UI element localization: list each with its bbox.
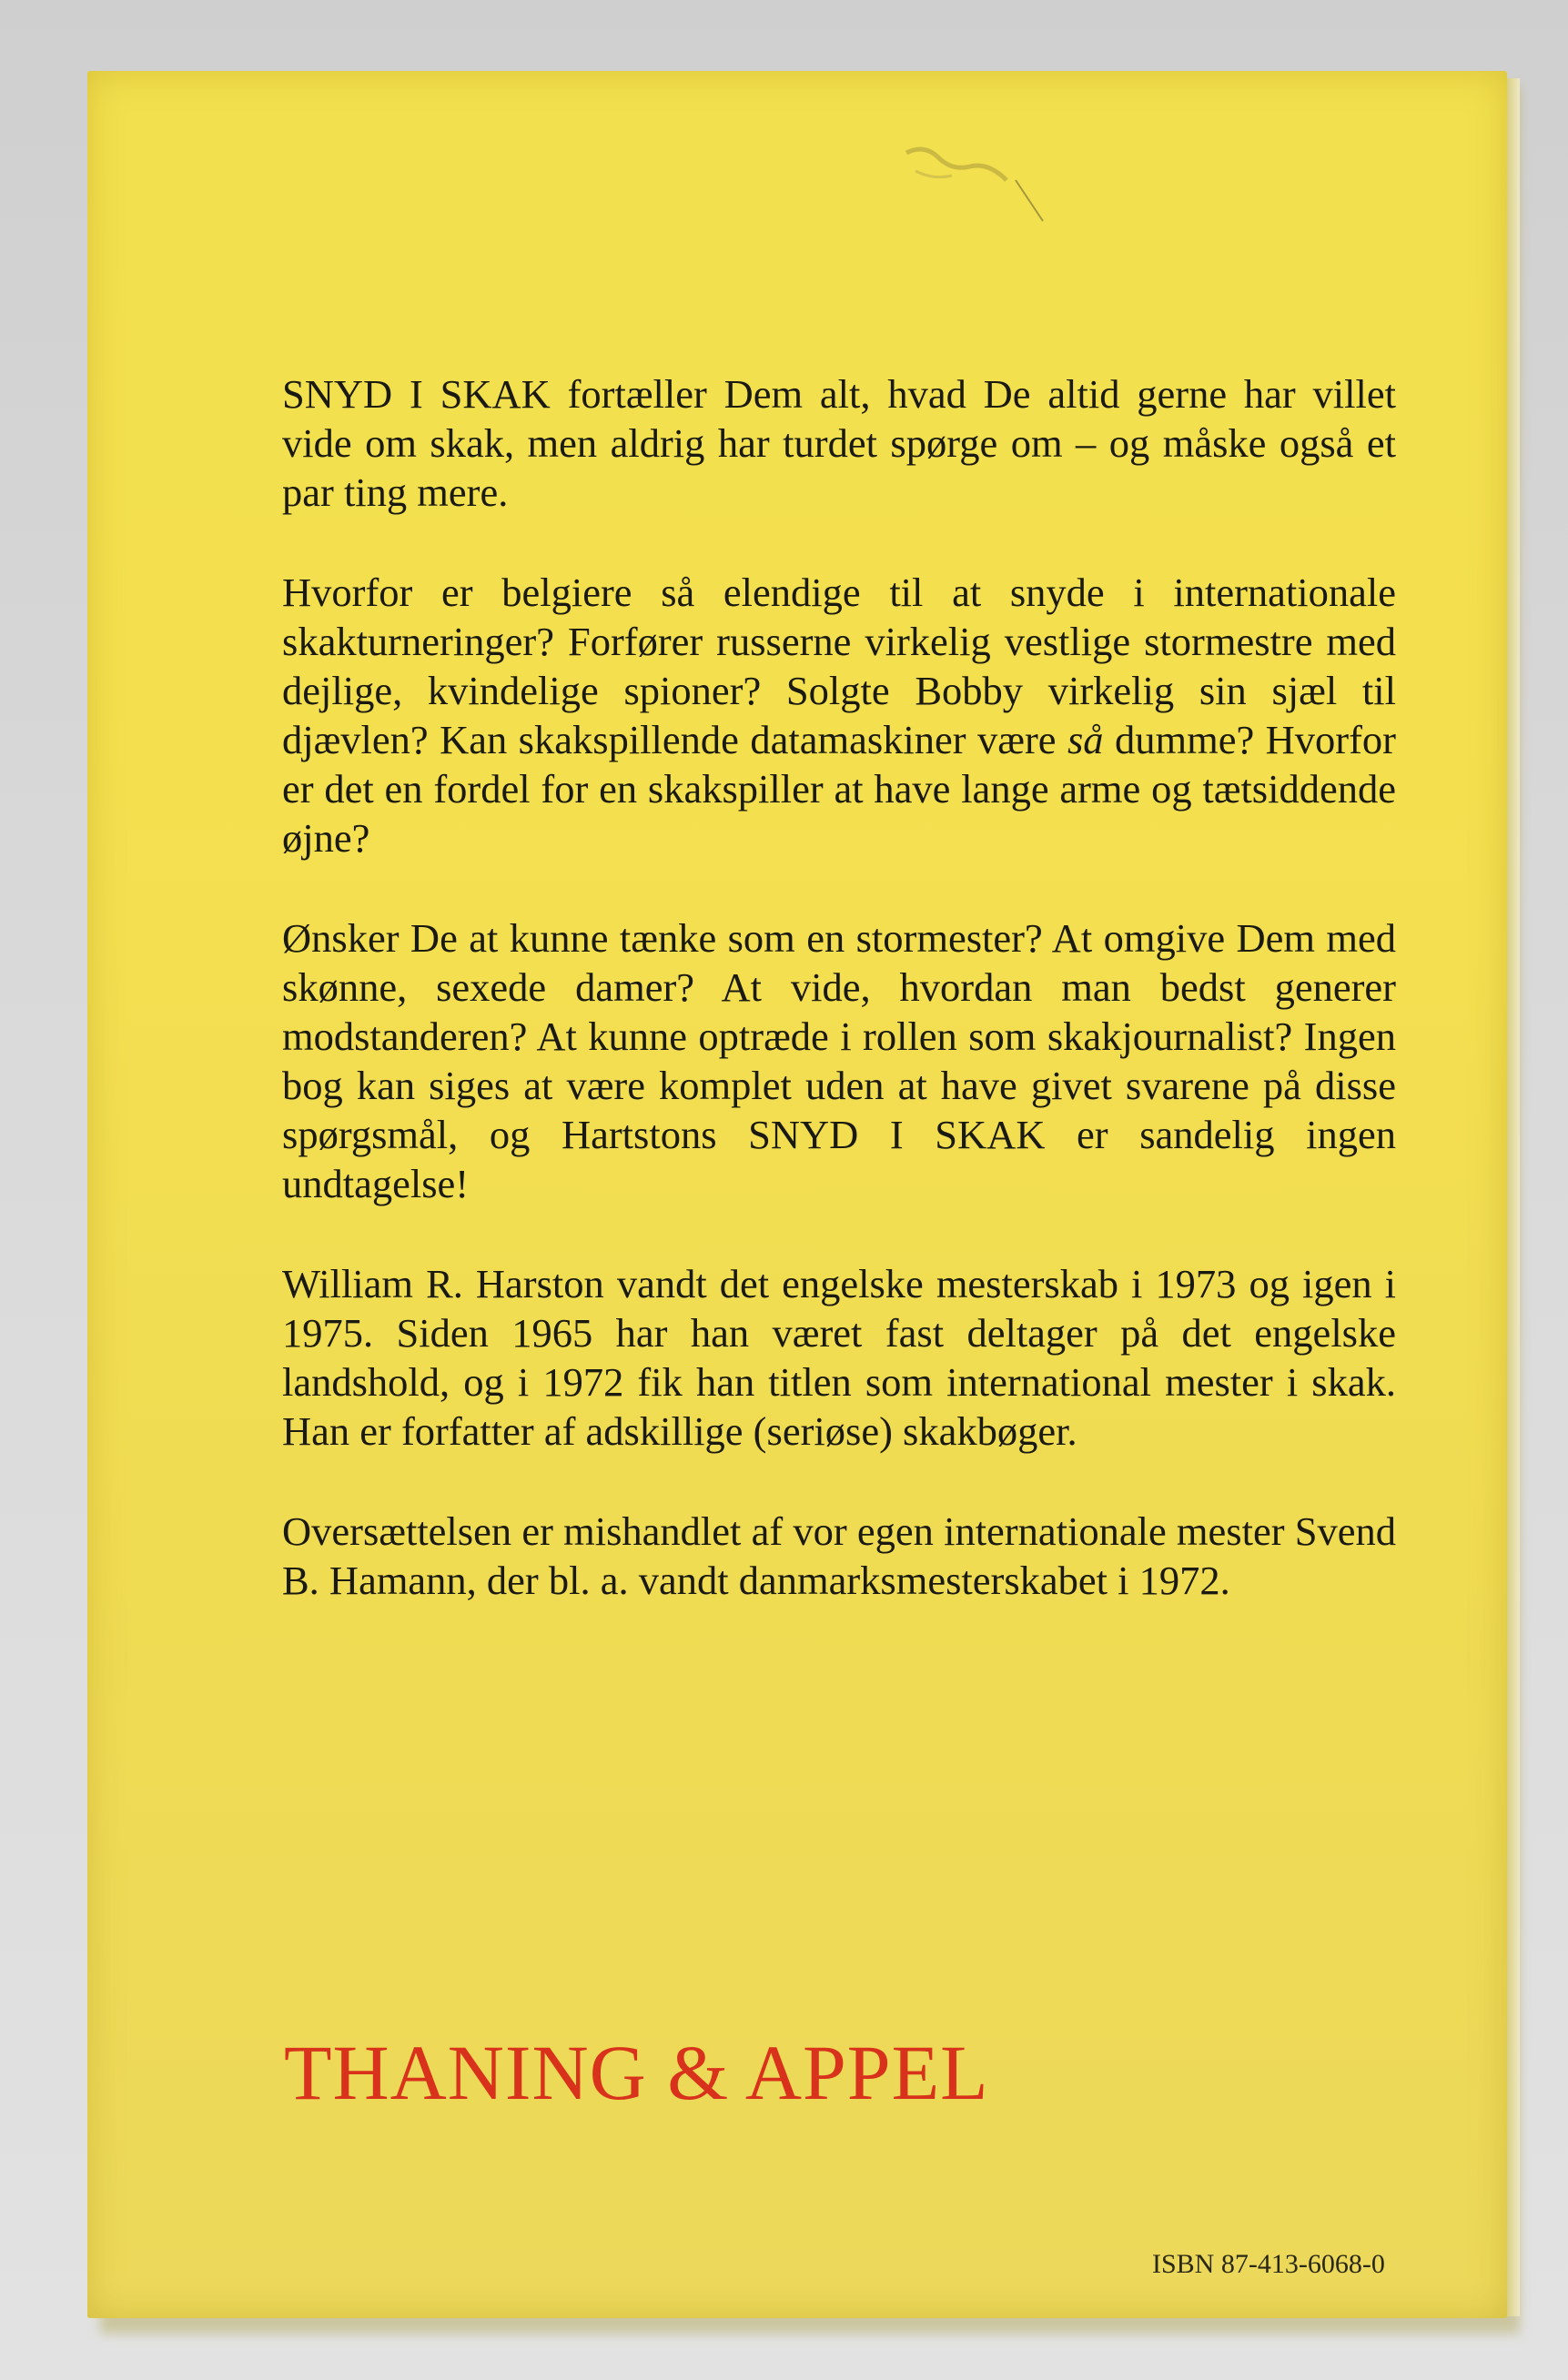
blurb-paragraph-intro: SNYD I SKAK fortæller Dem alt, hvad De altid gerne har villet vide om skak, men aldrig har turdet spørge om – og måske også et par ting mere.	[282, 371, 1396, 515]
book-page-edge	[1507, 78, 1520, 2316]
questions-text-end: dumme? Hvorfor er det en fordel for en skakspiller at have lange arme og tætsiddende øjne?	[282, 717, 1396, 861]
blurb-paragraph-wishes: Ønsker De at kunne tænke som en stormester? At omgive Dem med skønne, sexede damer? At vide, hvordan man bedst generer modstanderen? At kunne optræde i rollen som skakjournalist? Ingen bog kan siges at være komplet uden at have givet svarene på disse spørgsmål, og Hartstons SNYD I SKAK er sandelig ingen undtagelse!	[282, 915, 1396, 1206]
blurb-text	[282, 369, 1396, 1656]
blurb-paragraph-questions	[282, 568, 1396, 862]
cover-wear-mark	[888, 126, 1070, 235]
isbn-number: ISBN 87-413-6068-0	[1152, 2249, 1385, 2279]
blurb-paragraph-translator: Oversættelsen er mishandlet af vor egen internationale mester Svend B. Hamann, der bl. a. vandt danmarksmesterskabet i 1972.	[282, 1508, 1396, 1603]
questions-italic-word: så	[1067, 717, 1104, 762]
publisher-name: THANING & APPEL	[284, 2029, 989, 2116]
questions-text-start: Hvorfor er belgiere så elendige til at snyde i internationale skakturneringer? Forfører russerne virkelig vestlige stormestre med dejlige, kvindelige spioner? Solgte Bobby virkelig sin sjæl til djævlen? Kan skakspillende datamaskiner være	[282, 570, 1396, 762]
book-back-cover	[87, 71, 1507, 2318]
blurb-paragraph-author: William R. Harston vandt det engelske mesterskab i 1973 og igen i 1975. Siden 1965 har han været fast deltager på det engelske landshold, og i 1972 fik han titlen som international mester i skak. Han er forfatter af adskillige (seriøse) skakbøger.	[282, 1261, 1396, 1454]
